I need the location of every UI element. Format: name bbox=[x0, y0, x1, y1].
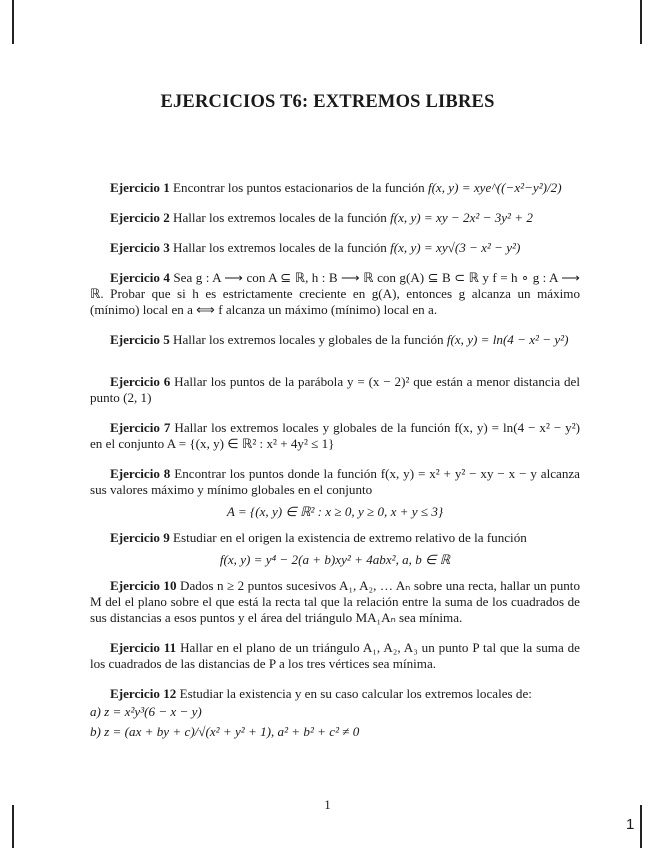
exercise-display-formula: A = {(x, y) ∈ ℝ² : x ≥ 0, y ≥ 0, x + y ≤ 3} bbox=[226, 504, 444, 519]
exercise-11 bbox=[90, 640, 580, 672]
exercise-12 bbox=[90, 686, 580, 740]
corner-page-number: 1 bbox=[626, 816, 635, 833]
exercise-list bbox=[90, 180, 580, 754]
exercise-formula: f(x, y) = xye^((−x²−y²)/2) bbox=[427, 180, 562, 195]
exercise-label: Ejercicio 6 bbox=[110, 374, 171, 389]
exercise-label: Ejercicio 3 bbox=[110, 240, 170, 255]
exercise-text: Hallar los puntos de la parábola y = (x − 2)² que están a menor distancia del punto (2, 1) bbox=[90, 374, 580, 405]
exercise-formula: f(x, y) = ln(4 − x² − y²) bbox=[446, 332, 569, 347]
exercise-text: Hallar en el plano de un triángulo A₁, A₂, A₃ un punto P tal que la suma de los cuadrados de las distancias de P a los tres vértices sea mínima. bbox=[90, 640, 580, 671]
exercise-label: Ejercicio 5 bbox=[110, 332, 170, 347]
page-number: 1 bbox=[324, 797, 331, 812]
exercise-text: Encontrar los puntos estacionarios de la función bbox=[173, 180, 425, 195]
exercise-9 bbox=[90, 530, 580, 568]
exercise-text: Estudiar en el origen la existencia de extremo relativo de la función bbox=[173, 530, 527, 545]
exercise-text: Estudiar la existencia y en su caso calcular los extremos locales de: bbox=[179, 686, 532, 701]
exercise-text: Encontrar los puntos donde la función f(x, y) = x² + y² − xy − x − y alcanza sus valores máximo y mínimo globales en el conjunto bbox=[90, 466, 580, 497]
exercise-2 bbox=[90, 210, 580, 226]
exercise-text: Hallar los extremos locales y globales de la función f(x, y) = ln(4 − x² − y²) en el conjunto A = {(x, y) ∈ ℝ² : x² + 4y² ≤ 1} bbox=[90, 420, 581, 451]
exercise-label: Ejercicio 8 bbox=[110, 466, 171, 481]
crop-mark-top-left-v bbox=[12, 0, 14, 44]
exercise-label: Ejercicio 7 bbox=[110, 420, 171, 435]
exercise-label: Ejercicio 9 bbox=[110, 530, 170, 545]
exercise-label: Ejercicio 11 bbox=[110, 640, 177, 655]
exercise-1 bbox=[90, 180, 580, 196]
exercise-item-a: a) z = x²y³(6 − x − y) bbox=[90, 704, 202, 719]
exercise-item-b: b) z = (ax + by + c)/√(x² + y² + 1), a² + b² + c² ≠ 0 bbox=[90, 724, 360, 739]
exercise-text: Hallar los extremos locales de la función bbox=[173, 240, 387, 255]
exercise-label: Ejercicio 2 bbox=[110, 210, 170, 225]
exercise-formula: f(x, y) = xy√(3 − x² − y²) bbox=[390, 240, 521, 255]
exercise-6 bbox=[90, 374, 580, 406]
exercise-text: Hallar los extremos locales y globales de la función bbox=[173, 332, 444, 347]
exercise-label: Ejercicio 1 bbox=[110, 180, 170, 195]
exercise-display-formula: f(x, y) = y⁴ − 2(a + b)xy² + 4abx², a, b ∈ ℝ bbox=[219, 552, 451, 567]
crop-mark-top-right-v bbox=[640, 0, 642, 44]
exercise-3 bbox=[90, 240, 580, 256]
exercise-label: Ejercicio 12 bbox=[110, 686, 177, 701]
exercise-text: Hallar los extremos locales de la función bbox=[173, 210, 387, 225]
exercise-text: Dados n ≥ 2 puntos sucesivos A₁, A₂, … Aₙ sobre una recta, hallar un punto M del el plano sobre el que está la recta tal que la relación entre la suma de los cuadrados de sus distancias a esos puntos y el área del triángulo MA₁Aₙ sea mínima. bbox=[90, 578, 580, 625]
exercise-7 bbox=[90, 420, 580, 452]
exercise-4 bbox=[90, 270, 580, 318]
exercise-text: Sea g : A ⟶ con A ⊆ ℝ, h : B ⟶ ℝ con g(A) ⊆ B ⊂ ℝ y f = h ∘ g : A ⟶ ℝ. Probar que si h es estrictamente creciente en g(A), entonces g alcanza un máximo (mínimo) local en a ⟺ f alcanza un máximo (mínimo) local en a. bbox=[90, 270, 580, 317]
exercise-8 bbox=[90, 466, 580, 520]
exercise-10 bbox=[90, 578, 580, 626]
exercise-formula: f(x, y) = xy − 2x² − 3y² + 2 bbox=[390, 210, 533, 225]
page-title: EJERCICIOS T6: EXTREMOS LIBRES bbox=[160, 92, 495, 112]
exercise-label: Ejercicio 4 bbox=[110, 270, 170, 285]
exercise-label: Ejercicio 10 bbox=[110, 578, 177, 593]
exercise-5 bbox=[90, 332, 580, 348]
